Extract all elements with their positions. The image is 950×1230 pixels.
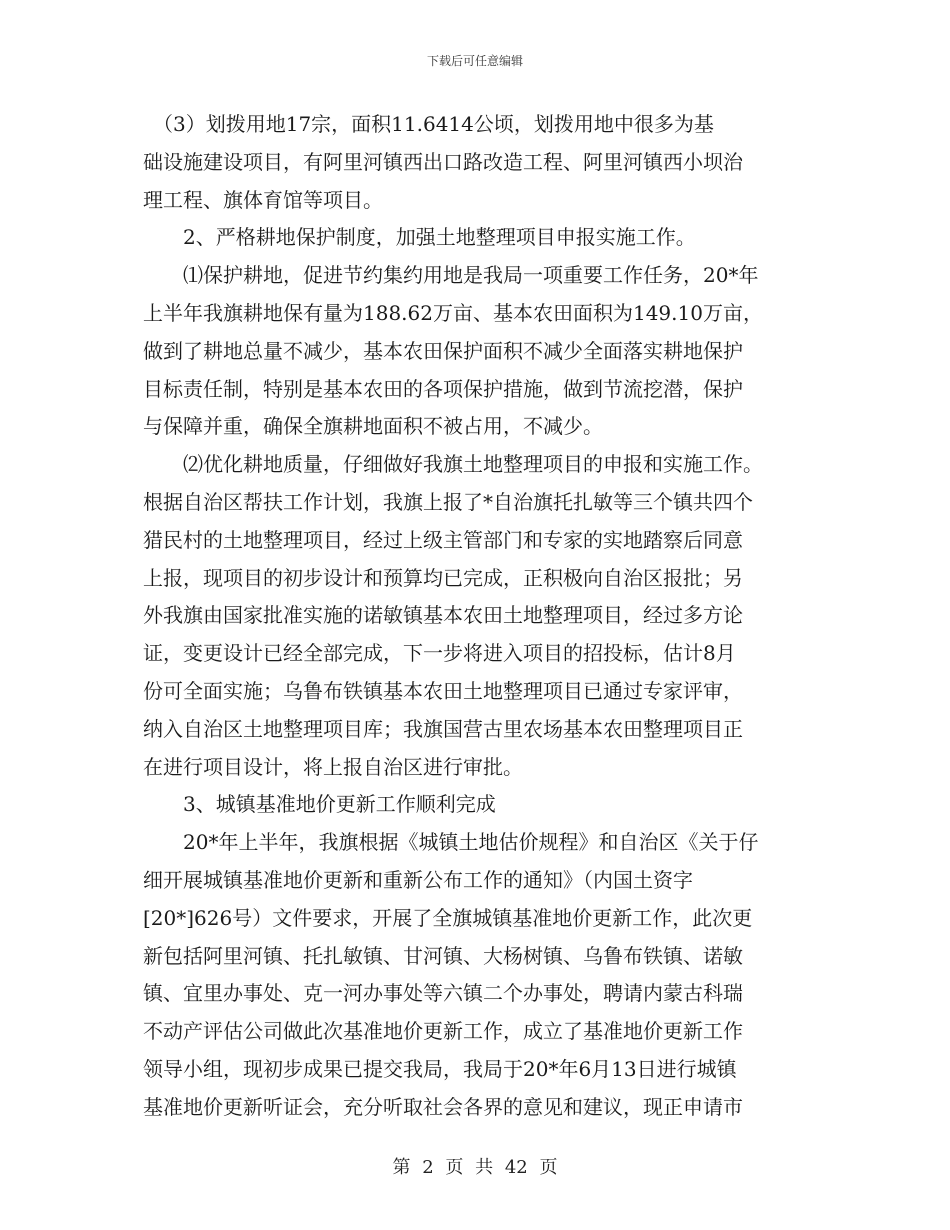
text-line: 做到了耕地总量不减少，基本农田保护面积不减少全面落实耕地保护 bbox=[143, 338, 743, 363]
text-line: [20*]626号）文件要求，开展了全旗城镇基准地价更新工作，此次更 bbox=[143, 905, 753, 930]
page-footer: 第 2 页 共 42 页 bbox=[392, 1157, 558, 1178]
text-line: 猎民村的土地整理项目，经过上级主管部门和专家的实地踏察后同意 bbox=[143, 527, 743, 552]
text-line: 份可全面实施；乌鲁布铁镇基本农田土地整理项目已通过专家评审， bbox=[143, 678, 743, 703]
text-line: 上报，现项目的初步设计和预算均已完成，正积极向自治区报批；另 bbox=[143, 565, 743, 590]
text-line: 上半年我旗耕地保有量为188.62万亩、基本农田面积为149.10万亩， bbox=[143, 300, 763, 325]
text-line: 目标责任制，特别是基本农田的各项保护措施，做到节流挖潜，保护 bbox=[143, 376, 743, 401]
text-line: ⑵优化耕地质量，仔细做好我旗土地整理项目的申报和实施工作。 bbox=[143, 452, 763, 477]
text-line: （3）划拨用地17宗，面积11.6414公顷，划拨用地中很多为基 bbox=[143, 112, 714, 136]
text-line: 根据自治区帮扶工作计划，我旗上报了*自治旗托扎敏等三个镇共四个 bbox=[143, 489, 753, 514]
document-body bbox=[143, 106, 808, 1127]
text-line: 新包括阿里河镇、托扎敏镇、甘河镇、大杨树镇、乌鲁布铁镇、诺敏 bbox=[143, 943, 743, 968]
text-line: 证，变更设计已经全部完成，下一步将进入项目的招投标，估计8月 bbox=[143, 641, 736, 666]
page-header: 下载后可任意编辑 bbox=[426, 54, 523, 68]
text-line: 外我旗由国家批准实施的诺敏镇基本农田土地整理项目，经过多方论 bbox=[143, 603, 743, 628]
text-line: 不动产评估公司做此次基准地价更新工作，成立了基准地价更新工作 bbox=[143, 1019, 743, 1044]
text-line: 基准地价更新听证会，充分听取社会各界的意见和建议，现正申请市 bbox=[143, 1094, 743, 1119]
text-line: ⑴保护耕地，促进节约集约用地是我局一项重要工作任务，20*年 bbox=[143, 263, 759, 288]
text-line: 细开展城镇基准地价更新和重新公布工作的通知》（内国土资字 bbox=[143, 867, 693, 892]
text-line: 2、严格耕地保护制度，加强土地整理项目申报实施工作。 bbox=[143, 225, 696, 250]
text-line: 镇、宜里办事处、克一河办事处等六镇二个办事处，聘请内蒙古科瑞 bbox=[143, 981, 743, 1006]
text-line: 领导小组，现初步成果已提交我局，我局于20*年6月13日进行城镇 bbox=[143, 1056, 737, 1081]
text-line: 3、城镇基准地价更新工作顺利完成 bbox=[143, 792, 496, 817]
text-line: 20*年上半年，我旗根据《城镇土地估价规程》和自治区《关于仔 bbox=[143, 830, 759, 855]
text-line: 在进行项目设计，将上报自治区进行审批。 bbox=[143, 754, 523, 779]
text-line: 理工程、旗体育馆等项目。 bbox=[143, 187, 383, 212]
text-line: 纳入自治区土地整理项目库；我旗国营古里农场基本农田整理项目正 bbox=[143, 716, 743, 741]
text-line: 与保障并重，确保全旗耕地面积不被占用，不减少。 bbox=[143, 414, 603, 439]
text-line: 础设施建设项目，有阿里河镇西出口路改造工程、阿里河镇西小坝治 bbox=[143, 149, 743, 174]
